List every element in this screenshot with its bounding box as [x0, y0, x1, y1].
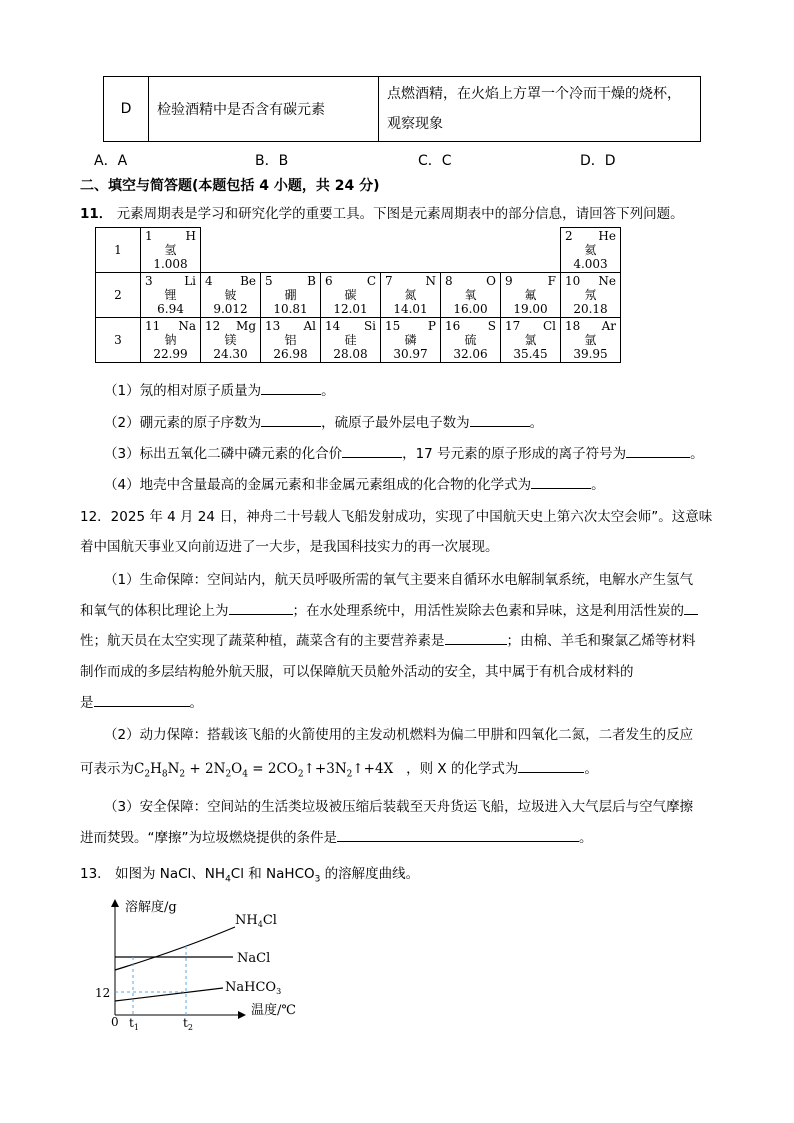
choice-d[interactable]: D．D	[580, 153, 616, 169]
origin-label: 0	[111, 1015, 119, 1029]
period-label: 2	[96, 273, 141, 318]
answer-blank[interactable]	[470, 412, 530, 427]
element-cell-b: 5 B 硼 10.81	[261, 273, 321, 318]
section-title: 二、填空与简答题(本题包括 4 小题，共 24 分)	[80, 178, 380, 194]
q12-p2-line1: （2）动力保障：搭载该飞船的火箭使用的主发动机燃料为偏二甲肼和四氧化二氮，二者发生的反应	[104, 727, 694, 743]
answer-blank[interactable]	[342, 443, 402, 458]
periodic-table	[95, 227, 621, 363]
q13-stem: 13． 如图为 NaCl、$NH_4Cl$ 和 NaHCO$_3$ 的溶解度曲线。	[80, 866, 420, 885]
element-cell-al: 13 Al 铝 26.98	[261, 318, 321, 363]
reaction-equation: $C_2H_8N_2 + 2N_2O_4$ = $2CO_2↑+3N_2↑+4X$	[134, 761, 407, 780]
element-cell-na: 11 Na 钠 22.99	[141, 318, 201, 363]
q12-p1-line4: 制作而成的多层结构舱外航天服，可以保障航天员舱外活动的安全，其中属于有机合成材料的	[80, 664, 634, 680]
y-axis-label: 溶解度/g	[125, 900, 177, 915]
option-experiment: 检验酒精中是否含有碳元素	[149, 77, 379, 142]
option-method	[379, 77, 701, 142]
q12-p2-line2: 可表示为$C_2H_8N_2 + 2N_2O_4$ = $2CO_2↑+3N_2↑+4X$ ，则 X 的化学式为 。	[80, 757, 598, 780]
x-tick-t1: $t_1$	[129, 1016, 139, 1032]
choice-b[interactable]: B．B	[255, 153, 289, 169]
element-cell-n: 7 N 氮 14.01	[381, 273, 441, 318]
period-label: 3	[96, 318, 141, 363]
element-cell-f: 9 F 氟 19.00	[501, 273, 561, 318]
answer-blank[interactable]	[684, 600, 698, 615]
q11-sub3: （3）标出五氧化二磷中磷元素的化合价 ，17 号元素的原子形成的离子符号为 。	[104, 442, 704, 462]
solubility-chart	[95, 895, 296, 1035]
x-axis-label: 温度/℃	[251, 1003, 296, 1018]
q12-p3-line1: （3）安全保障：空间站的生活类垃圾被压缩后装载至天舟货运飞船，垃圾进入大气层后与空气摩擦	[104, 799, 694, 815]
choice-c[interactable]: C．C	[418, 153, 452, 169]
element-cell-o: 8 O 氧 16.00	[441, 273, 501, 318]
element-cell-si: 14 Si 硅 28.08	[321, 318, 381, 363]
series-label-nahco3: NaHCO$_3$	[225, 980, 282, 996]
answer-blank[interactable]	[94, 692, 190, 707]
y-tick-label: 12	[95, 986, 111, 1000]
element-cell-he: 2 He 氦 4.003	[561, 228, 621, 273]
q12-p1-line1: （1）生命保障：空间站内，航天员呼吸所需的氧气主要来自循环水电解制氧系统，电解水产生氢气	[104, 572, 694, 588]
series-label-nacl: NaCl	[237, 951, 271, 966]
q12-line1: 12．2025 年 4 月 24 日，神舟二十号载人飞船发射成功，实现了中国航天史上第六次太空会师”。这意味	[80, 509, 713, 525]
answer-blank[interactable]	[626, 443, 690, 458]
element-cell-ar: 18 Ar 氩 39.95	[561, 318, 621, 363]
choice-a[interactable]: A．A	[94, 153, 128, 169]
answer-blank[interactable]	[261, 412, 321, 427]
element-cell-be: 4 Be 铍 9.012	[201, 273, 261, 318]
answer-blank[interactable]	[337, 827, 579, 842]
answer-blank[interactable]	[518, 758, 584, 773]
answer-blank[interactable]	[445, 630, 507, 645]
answer-blank[interactable]	[261, 380, 321, 395]
series-nahco3-line	[115, 988, 223, 1001]
period-row-2	[96, 273, 621, 318]
element-cell-p: 15 P 磷 30.97	[381, 318, 441, 363]
element-cell-mg: 12 Mg 镁 24.30	[201, 318, 261, 363]
answer-blank[interactable]	[229, 600, 293, 615]
q11-text: 元素周期表是学习和研究化学的重要工具。下图是元素周期表中的部分信息，请回答下列问题。	[116, 206, 684, 222]
element-cell-h: 1 H 氢 1.008	[141, 228, 201, 273]
option-table	[103, 76, 701, 142]
q11-sub4: （4）地壳中含量最高的金属元素和非金属元素组成的化合物的化学式为 。	[104, 473, 605, 493]
q12-p1-line2: 和氧气的体积比理论上为 ；在水处理系统中，用活性炭除去色素和异味，这是利用活性炭的	[80, 599, 698, 619]
q11-number: 11．	[80, 206, 113, 222]
method-line-2: 观察现象	[387, 116, 443, 132]
period-label: 1	[96, 228, 141, 273]
q11-stem	[80, 202, 684, 222]
method-line-1: 点燃酒精，在火焰上方罩一个冷而干燥的烧杯，	[387, 86, 681, 102]
answer-blank[interactable]	[531, 474, 591, 489]
option-letter: D	[104, 77, 149, 142]
q12-line2: 着中国航天事业又向前迈进了一大步，是我国科技实力的再一次展现。	[80, 539, 499, 555]
x-tick-t2: $t_2$	[183, 1016, 193, 1032]
q12-p1-line3: 性；航天员在太空实现了蔬菜种植，蔬菜含有的主要营养素是 ；由棉、羊毛和聚氯乙烯等材料	[80, 629, 696, 649]
q12-p1-line5: 是 。	[80, 691, 203, 711]
series-label-nh4cl: $NH_4Cl$	[235, 913, 277, 929]
element-cell-ne: 10 Ne 氖 20.18	[561, 273, 621, 318]
q12-p3-line2: 进而焚毁。“摩擦”为垃圾燃烧提供的条件是 。	[80, 826, 593, 846]
element-cell-cl: 17 Cl 氯 35.45	[501, 318, 561, 363]
element-cell-s: 16 S 硫 32.06	[441, 318, 501, 363]
period-row-3	[96, 318, 621, 363]
element-cell-c: 6 C 碳 12.01	[321, 273, 381, 318]
period-row-1	[96, 228, 621, 273]
q11-sub1: （1）氖的相对原子质量为 。	[104, 379, 335, 399]
element-cell-li: 3 Li 锂 6.94	[141, 273, 201, 318]
q11-sub2: （2）硼元素的原子序数为 ，硫原子最外层电子数为 。	[104, 411, 543, 431]
